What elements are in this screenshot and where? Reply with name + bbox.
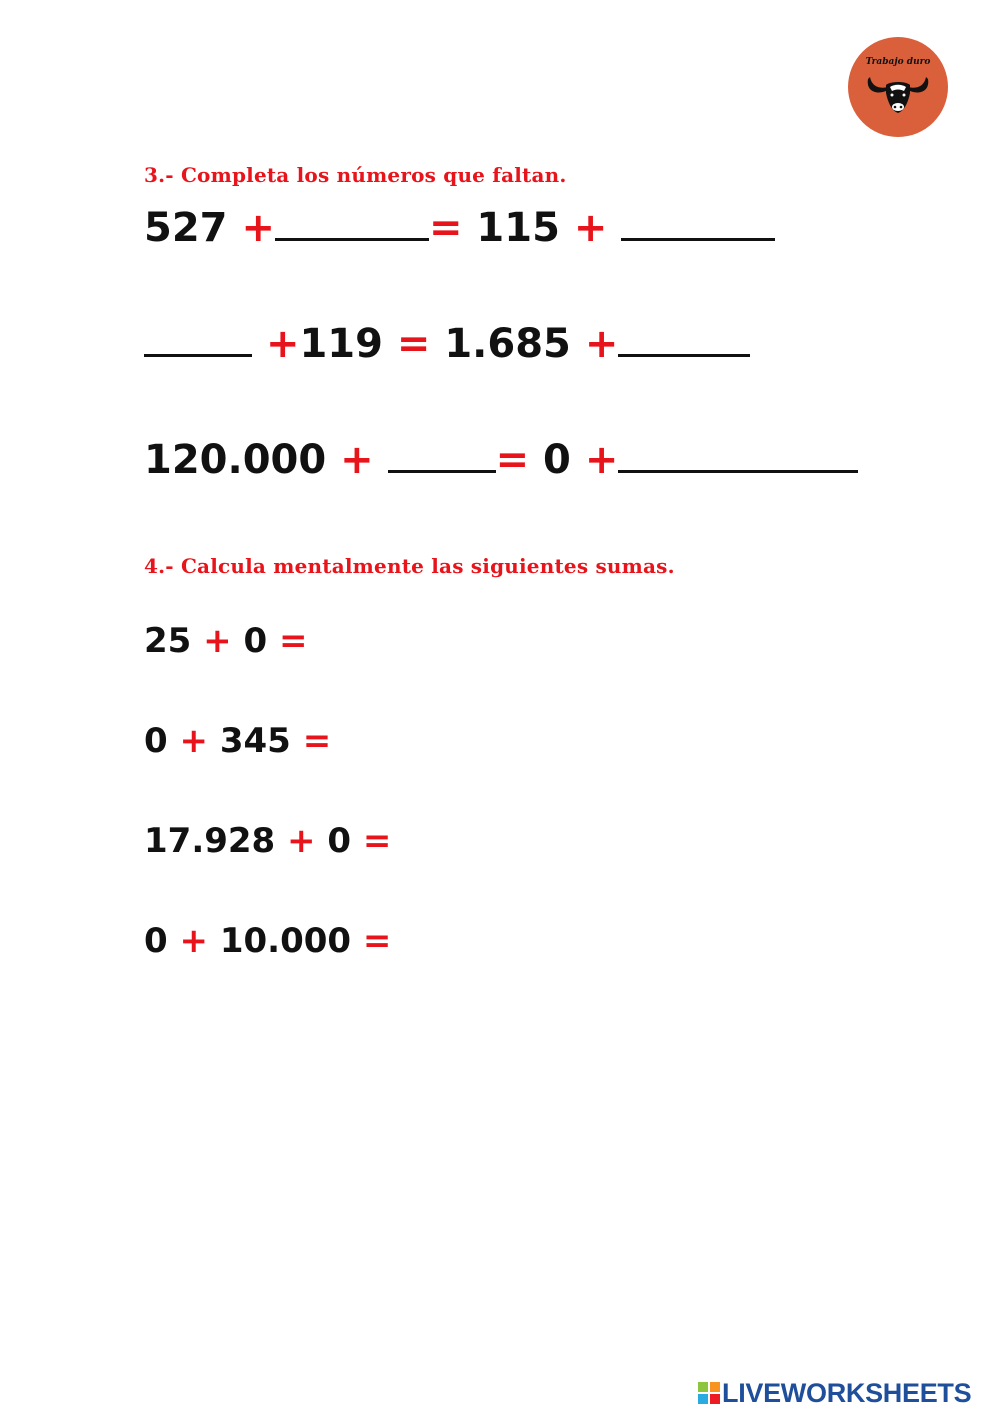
operand: 115	[476, 205, 560, 251]
plus-sign: +	[573, 205, 608, 251]
sum-row-1	[144, 621, 308, 661]
operand: 120.000	[144, 437, 327, 483]
answer-blank[interactable]	[144, 324, 252, 357]
equals-sign: =	[302, 721, 332, 761]
liveworksheets-footer	[698, 1378, 971, 1409]
liveworksheets-logo-icon	[698, 1382, 720, 1404]
logo-text: Trabajo duro	[865, 57, 931, 67]
answer-blank[interactable]	[388, 440, 496, 473]
section4-heading: 4.- Calcula mentalmente las siguientes sumas.	[144, 554, 675, 578]
equation-row-3	[144, 437, 858, 483]
plus-sign: +	[584, 321, 619, 367]
operand: 527	[144, 205, 228, 251]
operand: 0	[144, 921, 168, 961]
equals-sign: =	[428, 205, 463, 251]
operand: 119	[299, 321, 383, 367]
answer-blank[interactable]	[275, 208, 429, 241]
footer-brand: LIVEWORKSHEETS	[722, 1378, 972, 1408]
plus-sign: +	[179, 921, 209, 961]
equals-sign: =	[279, 621, 308, 661]
equation-row-2	[144, 321, 750, 367]
answer-blank[interactable]	[618, 324, 750, 357]
answer-blank[interactable]	[618, 440, 858, 473]
plus-sign: +	[241, 205, 275, 251]
section3-heading: 3.- Completa los números que faltan.	[144, 163, 567, 187]
operand: 25	[144, 621, 192, 661]
sum-row-2	[144, 721, 331, 761]
operand: 0	[327, 821, 352, 861]
answer-blank[interactable]	[621, 208, 775, 241]
logo-badge	[848, 37, 948, 137]
operand: 0	[144, 721, 168, 761]
plus-sign: +	[287, 821, 316, 861]
plus-sign: +	[584, 437, 619, 483]
sum-row-4	[144, 921, 391, 961]
sum-row-3	[144, 821, 391, 861]
operand: 345	[219, 721, 291, 761]
operand: 0	[543, 437, 571, 483]
equals-sign: =	[495, 437, 530, 483]
operand: 1.685	[444, 321, 571, 367]
plus-sign: +	[265, 321, 300, 367]
operand: 10.000	[219, 921, 352, 961]
equals-sign: =	[396, 321, 431, 367]
plus-sign: +	[340, 437, 374, 483]
buffalo-icon	[864, 69, 932, 117]
equals-sign: =	[362, 821, 392, 861]
plus-sign: +	[203, 621, 232, 661]
plus-sign: +	[179, 721, 209, 761]
operand: 0	[243, 621, 268, 661]
operand: 17.928	[144, 821, 276, 861]
equals-sign: =	[362, 921, 392, 961]
equation-row-1	[144, 205, 775, 251]
